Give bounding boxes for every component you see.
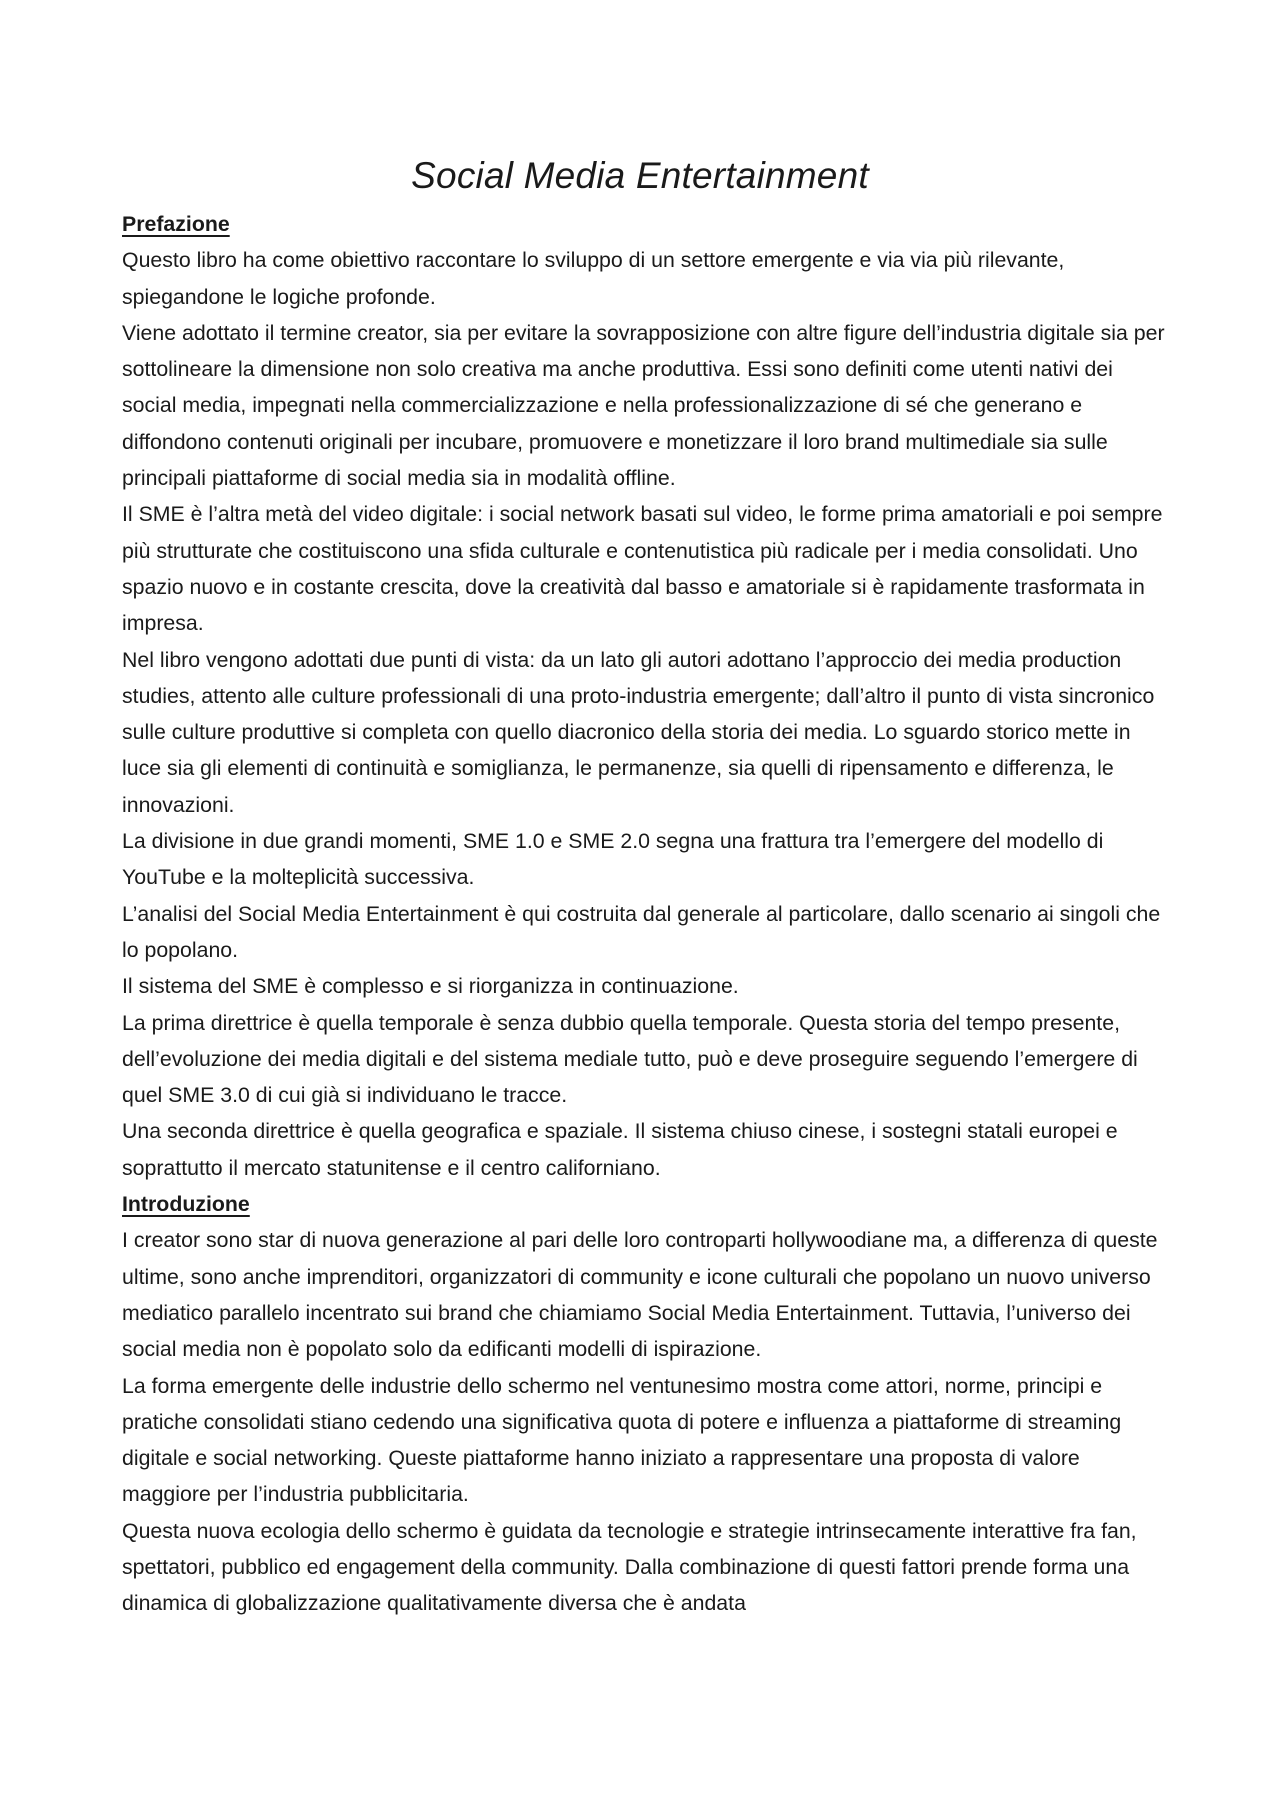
document-body: [122, 206, 1170, 1622]
paragraph: Questa nuova ecologia dello schermo è guidata da tecnologie e strategie intrinsecamente interattive fra fan, spettatori, pubblico ed engagement della community. Dalla combinazione di questi fattori prende forma una dinamica di globalizzazione qualitativamente diversa che è andata: [122, 1518, 1137, 1616]
paragraph: L’analisi del Social Media Entertainment è qui costruita dal generale al particolare, dallo scenario ai singoli che lo popolano.: [122, 901, 1161, 962]
paragraph: Il sistema del SME è complesso e si riorganizza in continuazione.: [122, 974, 739, 999]
paragraph: La prima direttrice è quella temporale è senza dubbio quella temporale. Questa storia del tempo presente, dell’evoluzione dei media digitali e del sistema mediale tutto, può e deve proseguire seguendo l’emergere di quel SME 3.0 di cui già si individuano le tracce.: [122, 1010, 1138, 1108]
paragraph: Viene adottato il termine creator, sia per evitare la sovrapposizione con altre figure dell’industria digitale sia per sottolineare la dimensione non solo creativa ma anche produttiva. Essi sono definiti come utenti nativi dei social media, impegnati nella commercializzazione e nella professionalizzazione di sé che generano e diffondono contenuti originali per incubare, promuovere e monetizzare il loro brand multimediale sia sulle principali piattaforme di social media sia in modalità offline.: [122, 320, 1165, 491]
paragraph: Nel libro vengono adottati due punti di vista: da un lato gli autori adottano l’approccio dei media production studies, attento alle culture professionali di una proto-industria emergente; dall’altro il punto di vista sincronico sulle culture produttive si completa con quello diacronico della storia dei media. Lo sguardo storico mette in luce sia gli elementi di continuità e somiglianza, le permanenze, sia quelli di ripensamento e differenza, le innovazioni.: [122, 647, 1155, 817]
paragraph: Una seconda direttrice è quella geografica e spaziale. Il sistema chiuso cinese, i sostegni statali europei e soprattutto il mercato statunitense e il centro californiano.: [122, 1119, 1118, 1180]
section-heading-introduzione: Introduzione: [122, 1192, 250, 1217]
paragraph: Il SME è l’altra metà del video digitale: i social network basati sul video, le forme prima amatoriali e poi sempre più strutturate che costituiscono una sfida culturale e contenutistica più radicale per i media consolidati. Uno spazio nuovo e in costante crescita, dove la creatività dal basso e amatoriale si è rapidamente trasformata in impresa.: [122, 502, 1163, 636]
section-heading-prefazione: Prefazione: [122, 212, 230, 236]
paragraph: I creator sono star di nuova generazione al pari delle loro controparti hollywoodiane ma, a differenza di queste ultime, sono anche imprenditori, organizzatori di community e icone culturali che popolano un nuovo universo mediatico parallelo incentrato sui brand che chiamiamo Social Media Entertainment. Tuttavia, l’universo dei social media non è popolato solo da edificanti modelli di ispirazione.: [122, 1228, 1158, 1362]
paragraph: La forma emergente delle industrie dello schermo nel ventunesimo mostra come attori, norme, principi e pratiche consolidati stiano cedendo una significativa quota di potere e influenza a piattaforme di streaming digitale e social networking. Queste piattaforme hanno iniziato a rappresentare una proposta di valore maggiore per l’industria pubblicitaria.: [122, 1373, 1122, 1507]
document-title: Social Media Entertainment: [411, 155, 869, 196]
paragraph: La divisione in due grandi momenti, SME 1.0 e SME 2.0 segna una frattura tra l’emergere del modello di YouTube e la molteplicità successiva.: [122, 829, 1104, 890]
paragraph: Questo libro ha come obiettivo raccontare lo sviluppo di un settore emergente e via via più rilevante, spiegandone le logiche profonde.: [122, 248, 1065, 309]
